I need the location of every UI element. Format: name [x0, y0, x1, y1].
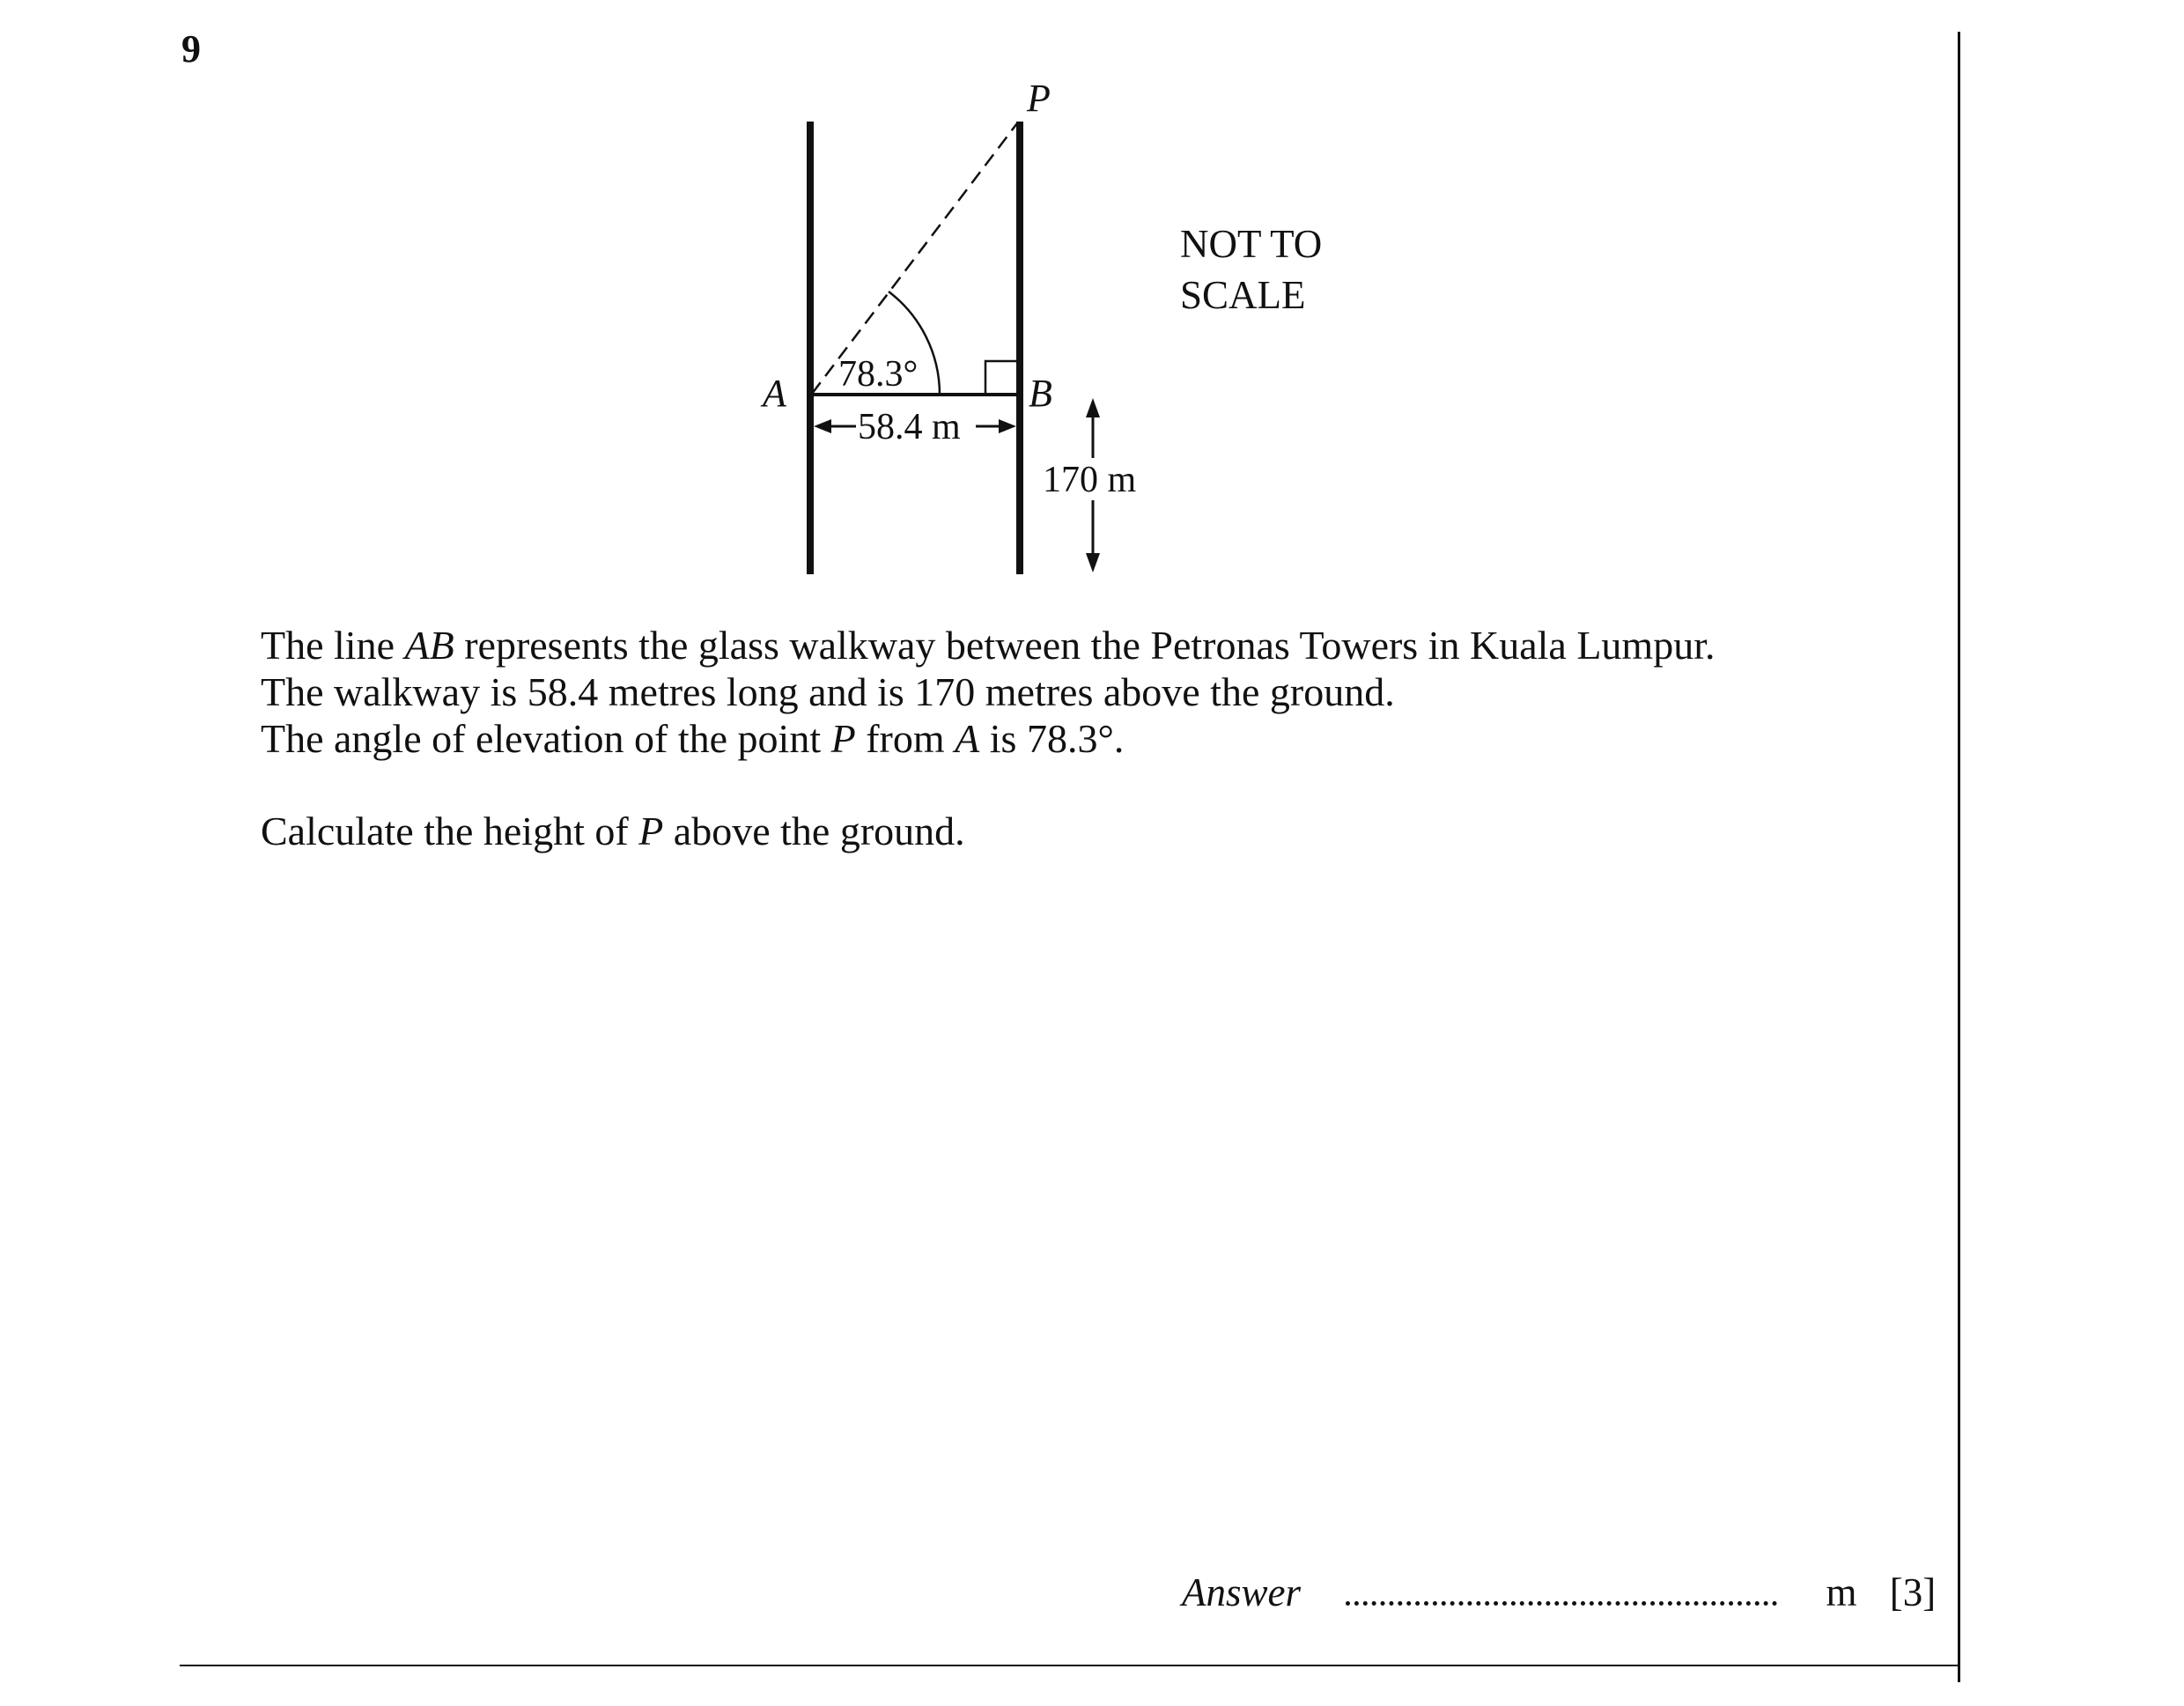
label-a: A: [763, 372, 786, 415]
length-arrow-right-head: [999, 419, 1016, 433]
bottom-rule: [180, 1665, 1960, 1666]
note-line-1: NOT TO: [1180, 222, 1323, 266]
not-to-scale-note: [1180, 218, 1322, 321]
height-label: 170 m: [1043, 460, 1137, 500]
length-label: 58.4 m: [858, 407, 961, 447]
label-p: P: [1027, 77, 1051, 120]
stem-line-2: The walkway is 58.4 metres long and is 170 metres above the ground.: [261, 669, 1395, 714]
stem-line-4: Calculate the height of P above the ground.: [261, 809, 965, 853]
answer-label: Answer: [1182, 1570, 1301, 1614]
answer-unit: m: [1826, 1570, 1857, 1614]
answer-line[interactable]: [1346, 1562, 1777, 1606]
stem-line-3: The angle of elevation of the point P from A is 78.3°.: [261, 716, 1125, 761]
right-margin-line: [1958, 32, 1960, 1682]
height-arrow-up-head: [1086, 398, 1100, 417]
line-ap: [812, 123, 1017, 394]
answer-marks: [3]: [1889, 1570, 1937, 1614]
corner-tick: [1959, 1656, 1960, 1677]
answer-row: [1182, 1562, 1936, 1619]
question-number: 9: [181, 27, 201, 70]
label-b: B: [1029, 372, 1052, 415]
note-line-2: SCALE: [1180, 273, 1306, 317]
height-arrow-down-head: [1086, 553, 1100, 572]
right-angle-marker: [985, 361, 1019, 395]
length-arrow-left-head: [814, 419, 831, 433]
question-stem: [261, 622, 1715, 854]
stem-line-1: The line AB represents the glass walkway between the Petronas Towers in Kuala Lumpur.: [261, 623, 1715, 668]
angle-label: 78.3°: [838, 354, 919, 395]
